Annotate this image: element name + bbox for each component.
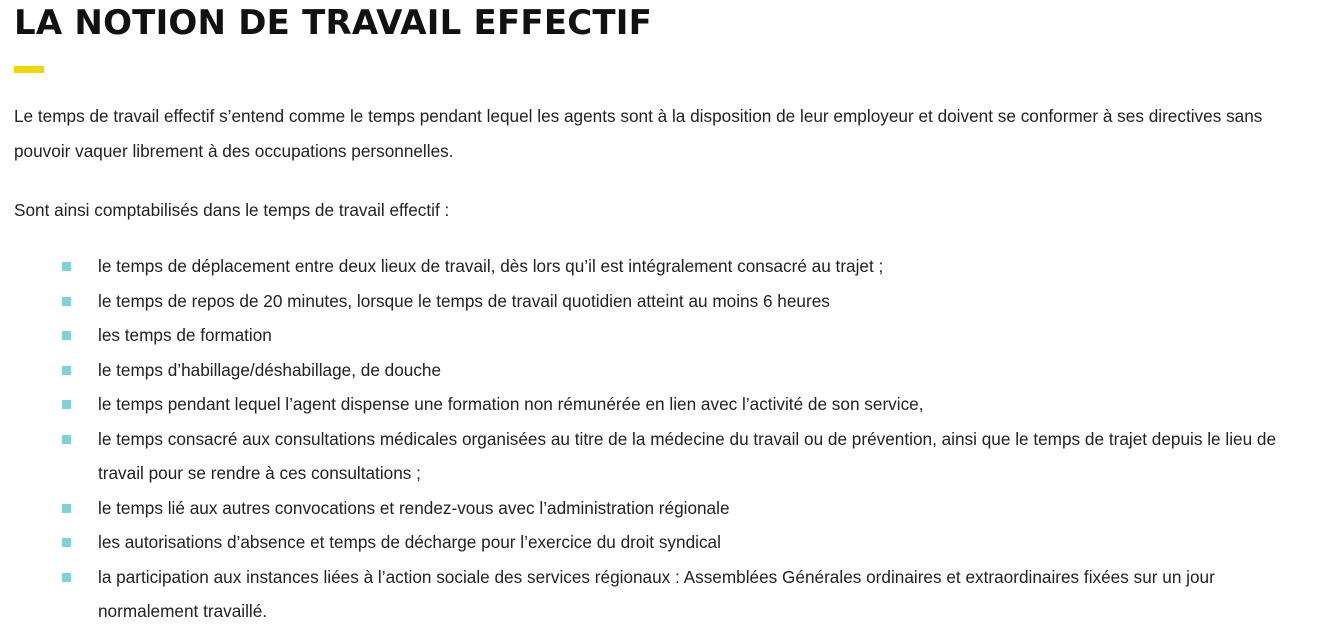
list-item — [14, 560, 1319, 629]
article-content — [14, 0, 1319, 629]
square-bullet-icon — [62, 504, 71, 513]
list-item-text: la participation aux instances liées à l’action sociale des services régionaux : Assemblées Générales ordinaires et extraordinaires fixées sur un jour normalement travaillé. — [98, 566, 1215, 621]
square-bullet-icon — [62, 573, 71, 582]
list-item-text: le temps d’habillage/déshabillage, de douche — [98, 359, 442, 380]
list-item — [14, 422, 1319, 491]
title-accent-bar — [14, 66, 44, 73]
effective-work-list — [14, 249, 1319, 629]
square-bullet-icon — [62, 366, 71, 375]
square-bullet-icon — [62, 400, 71, 409]
list-item — [14, 491, 1319, 526]
list-item — [14, 525, 1319, 560]
square-bullet-icon — [62, 262, 71, 271]
square-bullet-icon — [62, 435, 71, 444]
list-item — [14, 353, 1319, 388]
square-bullet-icon — [62, 538, 71, 547]
square-bullet-icon — [62, 297, 71, 306]
list-item — [14, 318, 1319, 353]
list-item-text: le temps lié aux autres convocations et rendez-vous avec l’administration régionale — [98, 497, 730, 518]
list-item — [14, 284, 1319, 319]
intro-paragraph: Le temps de travail effectif s’entend comme le temps pendant lequel les agents sont à la disposition de leur employeur et doivent se conformer à ses directives sans pouvoir vaquer librement à des occupations personnelles. — [14, 106, 1263, 161]
list-item-text: le temps pendant lequel l’agent dispense une formation non rémunérée en lien avec l’activité de son service, — [98, 394, 924, 414]
list-item-text: les autorisations d’absence et temps de décharge pour l’exercice du droit syndical — [98, 532, 721, 552]
square-bullet-icon — [62, 331, 71, 340]
page-title: LA NOTION DE TRAVAIL EFFECTIF — [14, 3, 653, 43]
list-item-text: le temps de déplacement entre deux lieux de travail, dès lors qu’il est intégralement consacré au trajet ; — [98, 256, 884, 276]
list-item-text: le temps de repos de 20 minutes, lorsque le temps de travail quotidien atteint au moins 6 heures — [98, 290, 830, 311]
list-item — [14, 387, 1319, 422]
list-item — [14, 249, 1319, 284]
list-lead-paragraph: Sont ainsi comptabilisés dans le temps de travail effectif : — [14, 200, 450, 220]
list-item-text: les temps de formation — [98, 325, 272, 345]
list-item-text: le temps consacré aux consultations médicales organisées au titre de la médecine du travail ou de prévention, ainsi que le temps de trajet depuis le lieu de travail pour se rendre à ces consultations ; — [98, 428, 1277, 483]
